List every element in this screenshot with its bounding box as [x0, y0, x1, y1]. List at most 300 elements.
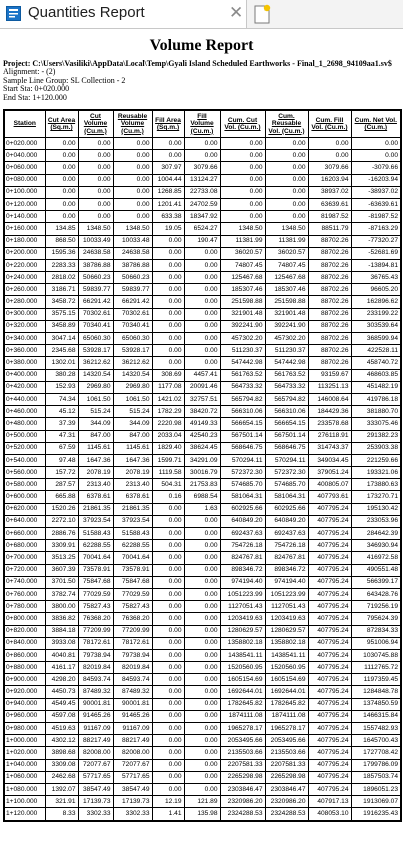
- table-cell: 82008.00: [113, 747, 152, 759]
- table-cell: 566399.17: [351, 576, 401, 588]
- table-cell: 457302.20: [265, 333, 308, 345]
- table-cell: 392241.90: [265, 320, 308, 332]
- station-cell: 0+900.000: [4, 674, 45, 686]
- table-cell: 1348.50: [265, 223, 308, 235]
- table-cell: 0.00: [152, 150, 184, 162]
- table-cell: 0.00: [220, 150, 265, 162]
- table-cell: 221259.66: [351, 454, 401, 466]
- header-row: [4, 110, 401, 138]
- table-cell: 0.00: [184, 771, 220, 783]
- station-cell: 0+620.000: [4, 503, 45, 515]
- table-cell: 157.72: [45, 467, 78, 479]
- table-cell: 74807.45: [265, 259, 308, 271]
- table-cell: 70340.41: [113, 320, 152, 332]
- table-cell: 70041.64: [78, 552, 113, 564]
- table-cell: 2265298.98: [220, 771, 265, 783]
- table-cell: 77029.59: [78, 588, 113, 600]
- table-cell: 3898.68: [45, 747, 78, 759]
- table-cell: 2818.02: [45, 272, 78, 284]
- table-row: [4, 296, 401, 308]
- table-row: [4, 308, 401, 320]
- table-row: [4, 406, 401, 418]
- station-cell: 0+880.000: [4, 662, 45, 674]
- table-cell: 0.00: [152, 625, 184, 637]
- table-cell: 0.00: [184, 357, 220, 369]
- table-cell: 91465.26: [113, 710, 152, 722]
- table-cell: 190.47: [184, 235, 220, 247]
- table-cell: 74.34: [45, 393, 78, 405]
- table-row: [4, 503, 401, 515]
- table-cell: 333075.46: [351, 418, 401, 430]
- table-cell: 0.00: [45, 138, 78, 150]
- table-cell: 0.00: [220, 211, 265, 223]
- table-cell: 0.00: [184, 552, 220, 564]
- station-cell: 0+180.000: [4, 235, 45, 247]
- project-line: [3, 60, 400, 68]
- table-cell: 4457.41: [184, 369, 220, 381]
- table-cell: 57717.65: [113, 771, 152, 783]
- table-row: [4, 223, 401, 235]
- station-cell: 0+640.000: [4, 515, 45, 527]
- table-cell: 561763.52: [265, 369, 308, 381]
- table-cell: 88702.26: [308, 272, 351, 284]
- report-icon: [6, 6, 21, 21]
- table-cell: 24638.58: [113, 247, 152, 259]
- table-cell: 407795.24: [308, 710, 351, 722]
- table-cell: 567501.14: [265, 430, 308, 442]
- table-cell: 0.00: [78, 138, 113, 150]
- table-cell: 38786.88: [78, 259, 113, 271]
- table-cell: 2303846.47: [265, 783, 308, 795]
- table-cell: 0.00: [45, 211, 78, 223]
- table-cell: 65060.30: [113, 333, 152, 345]
- table-cell: 0.00: [78, 186, 113, 198]
- table-cell: -63639.61: [351, 198, 401, 210]
- table-cell: 407795.24: [308, 552, 351, 564]
- table-cell: 1284848.78: [351, 686, 401, 698]
- project-label: Project:: [3, 59, 31, 68]
- table-cell: 1051223.99: [265, 588, 308, 600]
- table-cell: 0.00: [152, 698, 184, 710]
- table-cell: 88217.49: [113, 735, 152, 747]
- table-cell: 2135503.66: [265, 747, 308, 759]
- table-cell: 121.89: [184, 796, 220, 808]
- table-cell: 42540.23: [184, 430, 220, 442]
- table-cell: 10033.48: [113, 235, 152, 247]
- new-tab-icon[interactable]: [252, 3, 272, 25]
- station-cell: 1+020.000: [4, 747, 45, 759]
- table-cell: 19.05: [152, 223, 184, 235]
- table-cell: 349034.45: [308, 454, 351, 466]
- table-cell: 602925.66: [220, 503, 265, 515]
- table-cell: 0.00: [45, 174, 78, 186]
- station-cell: 0+680.000: [4, 540, 45, 552]
- table-cell: 63639.61: [308, 198, 351, 210]
- table-cell: 1829.40: [152, 442, 184, 454]
- station-cell: 0+700.000: [4, 552, 45, 564]
- table-cell: 1374850.59: [351, 698, 401, 710]
- table-row: [4, 637, 401, 649]
- table-cell: 1061.50: [113, 393, 152, 405]
- table-cell: 53928.17: [113, 345, 152, 357]
- table-cell: 79738.94: [78, 649, 113, 661]
- station-cell: 1+080.000: [4, 783, 45, 795]
- table-cell: 2033.04: [152, 430, 184, 442]
- table-cell: 162896.62: [351, 296, 401, 308]
- table-cell: 135.98: [184, 808, 220, 821]
- table-cell: 0.00: [45, 162, 78, 174]
- table-row: [4, 723, 401, 735]
- table-cell: 0.00: [184, 320, 220, 332]
- table-cell: 152.93: [45, 381, 78, 393]
- table-row: [4, 418, 401, 430]
- table-cell: 572372.30: [265, 467, 308, 479]
- table-cell: 0.00: [220, 198, 265, 210]
- station-cell: 0+840.000: [4, 637, 45, 649]
- table-cell: 1965278.17: [220, 723, 265, 735]
- table-header: [4, 110, 401, 138]
- station-cell: 0+920.000: [4, 686, 45, 698]
- station-cell: 0+600.000: [4, 491, 45, 503]
- table-cell: 1061.50: [78, 393, 113, 405]
- table-cell: 974194.40: [220, 576, 265, 588]
- station-cell: 0+440.000: [4, 393, 45, 405]
- table-cell: 2078.19: [78, 467, 113, 479]
- table-cell: 3458.72: [45, 296, 78, 308]
- table-cell: 76368.20: [113, 613, 152, 625]
- table-cell: 0.00: [265, 150, 308, 162]
- table-cell: 368599.94: [351, 333, 401, 345]
- table-row: [4, 186, 401, 198]
- column-header: Cut Volume (Cu.m.): [78, 110, 113, 138]
- station-cell: 0+740.000: [4, 576, 45, 588]
- table-cell: 392241.90: [220, 320, 265, 332]
- close-icon[interactable]: ✕: [229, 3, 244, 22]
- table-cell: 407795.24: [308, 588, 351, 600]
- table-cell: 868.50: [45, 235, 78, 247]
- table-cell: 38547.49: [78, 783, 113, 795]
- table-cell: 76368.20: [78, 613, 113, 625]
- table-cell: 17139.73: [78, 796, 113, 808]
- table-cell: 0.00: [152, 333, 184, 345]
- table-row: [4, 150, 401, 162]
- table-cell: 0.00: [152, 723, 184, 735]
- station-cell: 0+940.000: [4, 698, 45, 710]
- table-cell: 0.00: [184, 540, 220, 552]
- table-cell: 88217.49: [78, 735, 113, 747]
- table-cell: 847.00: [113, 430, 152, 442]
- table-cell: 21861.35: [78, 503, 113, 515]
- report-meta: [3, 60, 400, 102]
- table-cell: 692437.63: [220, 528, 265, 540]
- table-cell: 407795.24: [308, 613, 351, 625]
- station-cell: 0+800.000: [4, 613, 45, 625]
- table-cell: 314743.37: [308, 442, 351, 454]
- table-cell: 1030745.88: [351, 649, 401, 661]
- table-cell: 643428.76: [351, 588, 401, 600]
- table-row: [4, 710, 401, 722]
- table-cell: 1727708.42: [351, 747, 401, 759]
- table-cell: 0.00: [113, 150, 152, 162]
- table-row: [4, 515, 401, 527]
- table-cell: 0.00: [308, 138, 351, 150]
- table-row: [4, 479, 401, 491]
- table-cell: 0.00: [184, 662, 220, 674]
- table-cell: 0.00: [152, 759, 184, 771]
- table-cell: 0.00: [152, 735, 184, 747]
- table-cell: 1692644.01: [265, 686, 308, 698]
- table-cell: 0.00: [184, 588, 220, 600]
- table-cell: 3309.08: [45, 759, 78, 771]
- table-cell: 0.00: [152, 674, 184, 686]
- table-cell: 0.00: [184, 759, 220, 771]
- table-cell: 566310.06: [220, 406, 265, 418]
- station-cell: 0+420.000: [4, 381, 45, 393]
- table-cell: 0.00: [184, 674, 220, 686]
- table-cell: 47.31: [45, 430, 78, 442]
- table-cell: 572372.30: [220, 467, 265, 479]
- table-cell: 3047.14: [45, 333, 78, 345]
- table-cell: 233053.96: [351, 515, 401, 527]
- table-row: [4, 235, 401, 247]
- table-cell: 3884.18: [45, 625, 78, 637]
- station-cell: 0+300.000: [4, 308, 45, 320]
- table-cell: 84593.74: [78, 674, 113, 686]
- table-cell: 0.00: [220, 174, 265, 186]
- table-cell: 24638.58: [78, 247, 113, 259]
- table-cell: 38786.88: [113, 259, 152, 271]
- table-cell: 1438541.11: [220, 649, 265, 661]
- table-cell: 0.00: [184, 150, 220, 162]
- table-cell: 4549.45: [45, 698, 78, 710]
- table-cell: 0.00: [78, 198, 113, 210]
- table-cell: 45.12: [45, 406, 78, 418]
- table-cell: 408053.10: [308, 808, 351, 821]
- table-row: [4, 320, 401, 332]
- table-cell: 0.00: [152, 783, 184, 795]
- table-cell: 14320.54: [78, 369, 113, 381]
- table-cell: 407795.24: [308, 771, 351, 783]
- station-cell: 0+660.000: [4, 528, 45, 540]
- table-cell: 73578.91: [113, 564, 152, 576]
- table-cell: 0.00: [184, 698, 220, 710]
- table-cell: 6524.27: [184, 223, 220, 235]
- table-row: [4, 198, 401, 210]
- table-cell: 2969.80: [113, 381, 152, 393]
- table-cell: 0.00: [152, 272, 184, 284]
- table-cell: 3079.66: [184, 162, 220, 174]
- table-cell: 146008.64: [308, 393, 351, 405]
- table-cell: 570294.11: [220, 454, 265, 466]
- table-cell: 0.00: [152, 771, 184, 783]
- table-cell: 251598.88: [265, 296, 308, 308]
- table-cell: 407795.24: [308, 674, 351, 686]
- table-cell: 72077.67: [113, 759, 152, 771]
- table-cell: 24702.59: [184, 198, 220, 210]
- tab-quantities-report[interactable]: [0, 0, 247, 28]
- table-cell: 581064.31: [220, 491, 265, 503]
- table-cell: 82019.84: [113, 662, 152, 674]
- table-cell: 0.00: [152, 613, 184, 625]
- tab-title: Quantities Report: [28, 4, 145, 21]
- table-cell: 308.69: [152, 369, 184, 381]
- table-cell: 0.00: [184, 259, 220, 271]
- tab-bar: [0, 0, 403, 29]
- table-row: [4, 540, 401, 552]
- table-cell: 1358802.18: [220, 637, 265, 649]
- station-cell: 0+260.000: [4, 284, 45, 296]
- station-cell: 0+040.000: [4, 150, 45, 162]
- station-cell: 0+540.000: [4, 454, 45, 466]
- table-cell: 1197359.45: [351, 674, 401, 686]
- table-row: [4, 162, 401, 174]
- table-cell: 0.00: [152, 259, 184, 271]
- table-cell: 82008.00: [78, 747, 113, 759]
- table-cell: 0.00: [152, 637, 184, 649]
- table-cell: 75847.68: [113, 576, 152, 588]
- table-row: [4, 345, 401, 357]
- table-cell: 547442.98: [220, 357, 265, 369]
- table-row: [4, 491, 401, 503]
- table-cell: 88702.26: [308, 320, 351, 332]
- station-cell: 0+020.000: [4, 138, 45, 150]
- table-cell: 173270.71: [351, 491, 401, 503]
- table-cell: 1874111.08: [265, 710, 308, 722]
- table-cell: 21753.83: [184, 479, 220, 491]
- table-cell: 6378.61: [113, 491, 152, 503]
- table-cell: 1647.36: [78, 454, 113, 466]
- table-cell: 17139.73: [113, 796, 152, 808]
- table-cell: 0.00: [45, 150, 78, 162]
- table-cell: 0.00: [265, 186, 308, 198]
- table-cell: 407795.24: [308, 686, 351, 698]
- table-cell: 91167.09: [78, 723, 113, 735]
- table-cell: 307.97: [152, 162, 184, 174]
- table-cell: 6988.54: [184, 491, 220, 503]
- table-cell: 0.00: [152, 588, 184, 600]
- table-cell: 88702.26: [308, 235, 351, 247]
- table-cell: 72077.67: [78, 759, 113, 771]
- table-cell: 77209.99: [78, 625, 113, 637]
- table-cell: 2313.40: [78, 479, 113, 491]
- report-title: Volume Report: [149, 37, 254, 54]
- table-cell: 4450.73: [45, 686, 78, 698]
- table-cell: 0.00: [220, 186, 265, 198]
- table-cell: 1599.71: [152, 454, 184, 466]
- table-cell: 692437.63: [265, 528, 308, 540]
- table-cell: 872834.33: [351, 625, 401, 637]
- table-row: [4, 552, 401, 564]
- table-cell: 70041.64: [113, 552, 152, 564]
- station-cell: 1+060.000: [4, 771, 45, 783]
- table-row: [4, 528, 401, 540]
- table-cell: 88511.79: [308, 223, 351, 235]
- table-cell: 0.00: [184, 345, 220, 357]
- table-cell: 2886.76: [45, 528, 78, 540]
- table-cell: 0.00: [152, 576, 184, 588]
- table-cell: 3513.25: [45, 552, 78, 564]
- table-cell: 1692644.01: [220, 686, 265, 698]
- station-cell: 0+340.000: [4, 333, 45, 345]
- table-cell: 1874111.08: [220, 710, 265, 722]
- table-cell: 65060.30: [78, 333, 113, 345]
- table-cell: 407795.24: [308, 564, 351, 576]
- table-cell: 0.00: [152, 747, 184, 759]
- station-cell: 0+080.000: [4, 174, 45, 186]
- table-cell: 6378.61: [78, 491, 113, 503]
- table-cell: 0.00: [184, 625, 220, 637]
- table-cell: 3701.50: [45, 576, 78, 588]
- station-cell: 0+120.000: [4, 198, 45, 210]
- table-cell: 0.00: [152, 528, 184, 540]
- table-cell: 284642.39: [351, 528, 401, 540]
- table-cell: 0.00: [265, 198, 308, 210]
- table-cell: 75847.68: [78, 576, 113, 588]
- table-cell: 75827.43: [113, 601, 152, 613]
- table-cell: 79738.94: [113, 649, 152, 661]
- table-cell: 0.00: [113, 211, 152, 223]
- table-cell: 0.00: [184, 138, 220, 150]
- table-cell: 87489.32: [78, 686, 113, 698]
- table-cell: 3575.15: [45, 308, 78, 320]
- table-cell: 0.00: [265, 138, 308, 150]
- table-row: [4, 467, 401, 479]
- table-cell: 125467.68: [220, 272, 265, 284]
- table-cell: 2303846.47: [220, 783, 265, 795]
- table-cell: 2462.68: [45, 771, 78, 783]
- table-cell: 0.00: [184, 296, 220, 308]
- station-cell: 0+820.000: [4, 625, 45, 637]
- table-cell: 1145.61: [78, 442, 113, 454]
- table-cell: 458740.72: [351, 357, 401, 369]
- table-cell: 407795.24: [308, 540, 351, 552]
- table-cell: 321901.48: [265, 308, 308, 320]
- table-row: [4, 747, 401, 759]
- table-cell: 0.00: [265, 174, 308, 186]
- table-cell: 4040.81: [45, 649, 78, 661]
- table-cell: 0.00: [308, 150, 351, 162]
- table-row: [4, 576, 401, 588]
- table-cell: 1913069.07: [351, 796, 401, 808]
- table-cell: 633.38: [152, 211, 184, 223]
- table-cell: 0.00: [78, 162, 113, 174]
- table-cell: 0.00: [184, 747, 220, 759]
- table-cell: 2324288.53: [220, 808, 265, 821]
- table-cell: 974194.40: [265, 576, 308, 588]
- table-cell: 1520.26: [45, 503, 78, 515]
- table-cell: 3933.08: [45, 637, 78, 649]
- table-row: [4, 454, 401, 466]
- table-cell: 581064.31: [265, 491, 308, 503]
- column-header: Station: [4, 110, 45, 138]
- table-row: [4, 564, 401, 576]
- table-cell: 184429.36: [308, 406, 351, 418]
- table-cell: 1595.36: [45, 247, 78, 259]
- table-cell: 1203419.63: [265, 613, 308, 625]
- column-header: Cut Area (Sq.m.): [45, 110, 78, 138]
- table-cell: 321901.48: [220, 308, 265, 320]
- table-cell: 0.00: [113, 138, 152, 150]
- table-cell: 468603.85: [351, 369, 401, 381]
- table-cell: 1348.50: [220, 223, 265, 235]
- table-row: [4, 686, 401, 698]
- table-cell: 75827.43: [78, 601, 113, 613]
- station-cell: 0+220.000: [4, 259, 45, 271]
- table-cell: 4161.17: [45, 662, 78, 674]
- table-cell: 53928.17: [78, 345, 113, 357]
- table-cell: 2272.10: [45, 515, 78, 527]
- table-cell: 88702.26: [308, 333, 351, 345]
